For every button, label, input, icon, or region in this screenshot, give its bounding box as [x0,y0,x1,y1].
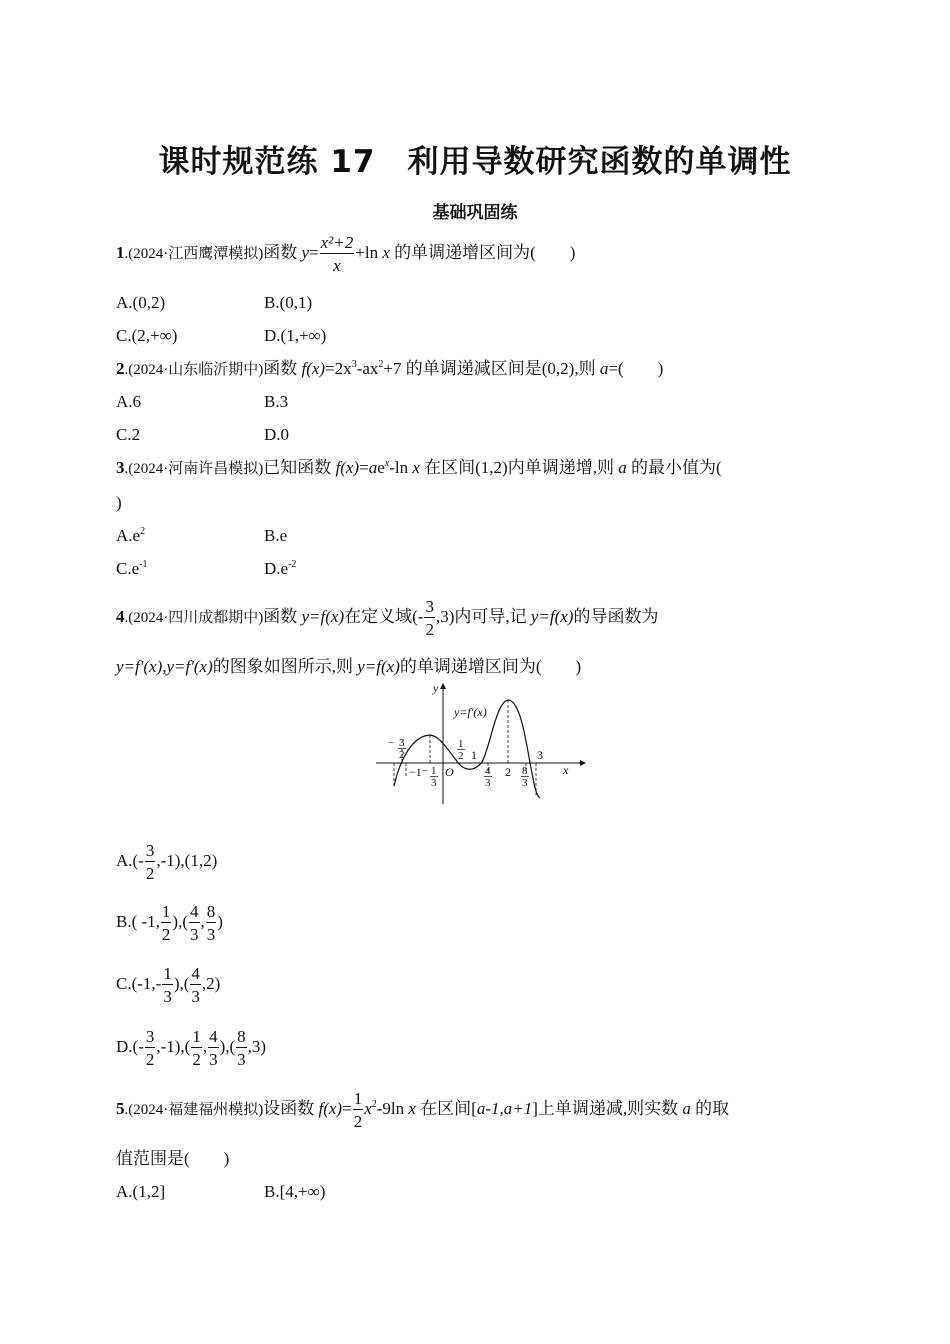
stem-text: +ln [355,242,383,262]
fraction-numerator: 1 [353,1089,363,1108]
math-var: y=f(x) [357,657,400,676]
fraction-numerator: 3 [145,841,155,860]
tick-label: 2 [505,765,511,779]
fraction [208,1028,219,1068]
math-var: a [599,359,609,378]
math-var: f(x) [318,1098,343,1118]
tick-sign: − [422,765,429,777]
tick-sign: − [388,737,395,749]
question-source: .(2024·四川成都期中) [124,609,264,626]
fraction [320,234,355,274]
page-title: 课时规范练 17 利用导数研究函数的单调性 [158,144,792,180]
fraction-denominator: 2 [425,620,434,639]
exponent: 2 [378,359,384,370]
option-d[interactable]: D.(1,+∞) [264,326,327,345]
fraction-denominator: 3 [206,925,216,944]
option-a[interactable] [116,525,145,547]
option-c[interactable] [116,965,220,1005]
y-axis-arrow-icon [440,683,446,689]
section-subtitle: 基础巩固练 [432,203,518,223]
option-text: B.e [264,526,288,545]
option-b[interactable]: B.[4,+∞) [264,1182,326,1201]
math-var: y [301,242,310,262]
exponent: x [384,458,390,469]
question-1-stem [116,234,575,274]
tick-numerator: 3 [399,737,405,749]
option-b[interactable]: B.(0,1) [264,293,313,312]
question-3-stem-continued: ) [116,493,122,512]
option-text: , [200,911,205,931]
stem-text: =( ) [608,359,664,378]
fraction-denominator: 2 [145,1050,155,1069]
stem-text: ,3)内可导,记 [435,606,531,626]
stem-text: = [359,458,369,477]
stem-text: 的导函数为 [573,606,659,626]
option-text: ,-1),(1,2) [156,850,218,870]
fraction [424,598,435,638]
stem-text: 的单调递增区间为( ) [399,657,582,676]
stem-text: e [377,458,385,477]
fraction-numerator: 8 [206,902,216,921]
math-var: a [682,1098,691,1118]
option-b[interactable]: B.3 [264,392,289,411]
question-5-stem-continued: 值范围是( ) [116,1149,230,1168]
option-text: D.e [264,559,289,578]
tick-denominator: 3 [485,777,491,789]
question-4-stem [116,598,658,638]
option-text: ) [217,911,223,931]
stem-text: -9ln [376,1098,409,1118]
stem-text: 已知函数 [263,458,336,477]
question-number: 3 [116,458,125,477]
fraction-denominator: 3 [209,1050,218,1069]
fraction-numerator: 1 [192,1027,201,1046]
tick-label: −1 [409,765,422,779]
stem-text: 在区间[ [415,1098,477,1118]
question-source: .(2024·山东临沂期中) [124,362,264,378]
tick-numerator: 1 [431,765,437,777]
option-text: ,3) [247,1036,267,1056]
option-text: ,2) [201,973,221,993]
option-text: C.(-1,- [116,973,162,993]
fraction [145,842,156,882]
math-var: x [408,1098,416,1118]
option-text: ),( [173,973,190,993]
math-var: x [412,458,420,477]
exponent: -1 [139,559,148,570]
stem-text: 设函数 [263,1098,319,1118]
stem-text: 的取 [690,1098,730,1118]
math-var: f(x) [301,359,326,378]
option-text: B.( -1, [116,911,160,931]
fraction-denominator: 2 [353,1112,363,1131]
fraction-numerator: 8 [237,1027,246,1046]
option-d[interactable] [116,1028,266,1068]
fraction [189,903,200,943]
x-axis-label: x [563,763,569,777]
option-c[interactable]: C.2 [116,425,141,444]
option-text: ),( [219,1036,236,1056]
exponent: 2 [371,1098,377,1110]
math-var: f(x) [335,458,360,477]
option-text: ),( [172,911,188,931]
fraction-denominator: x [333,256,341,275]
x-axis-arrow-icon [580,760,586,766]
origin-label: O [445,765,454,779]
math-var: y=f(x) [530,606,574,626]
option-c[interactable]: C.(2,+∞) [116,326,178,345]
option-d[interactable]: D.0 [264,425,290,444]
exponent: 3 [351,359,357,370]
stem-text: 在区间(1,2)内单调递增,则 [419,458,619,477]
question-source: .(2024·福建福州模拟) [124,1101,264,1118]
fraction-numerator: 3 [425,597,434,616]
question-4-stem-continued [116,656,581,678]
question-3-stem [116,457,722,480]
question-5-stem [116,1090,729,1130]
fraction-numerator: 3 [145,1027,155,1046]
fraction-numerator: 1 [163,964,172,983]
stem-text: -ax [356,359,379,378]
stem-text: +7 的单调递减区间是(0,2),则 [383,359,600,378]
fraction-denominator: 3 [191,987,200,1006]
math-var: a [618,458,627,477]
fraction [191,1028,202,1068]
exponent: 2 [140,526,146,537]
option-text: , [202,1036,208,1056]
y-axis-label: y [433,681,439,695]
tick-denominator: 2 [399,749,405,761]
math-var: a-1,a+1 [476,1098,533,1118]
fraction [162,965,173,1005]
fraction-denominator: 2 [192,1050,201,1069]
stem-text: = [342,1098,352,1118]
fraction-numerator: 4 [191,964,200,983]
fraction-denominator: 2 [145,864,155,883]
math-var: y=f'(x),y=f'(x) [116,657,213,676]
stem-text: =2x [325,359,352,378]
fraction-numerator: 4 [190,902,199,921]
option-text: C.e [116,559,140,578]
fraction-numerator: 4 [209,1027,218,1046]
question-source: .(2024·江西鹰潭模拟) [124,245,264,262]
math-var: x [364,1098,372,1118]
option-text: A.(- [116,850,144,870]
stem-text: 的图象如图所示,则 [212,657,358,676]
exponent: -2 [288,559,297,570]
option-a[interactable]: A.(0,2) [116,293,166,312]
tick-label: 3 [537,748,543,762]
option-text: ,-1),( [156,1036,191,1056]
option-c[interactable] [116,558,147,580]
stem-text: 函数 [263,606,302,626]
fraction-denominator: 3 [190,925,199,944]
fraction [161,903,172,943]
fraction [190,965,201,1005]
fraction-denominator: 3 [163,987,172,1006]
option-d[interactable] [264,558,296,580]
question-number: 2 [116,359,125,378]
tick-numerator: 8 [522,765,528,777]
fraction-numerator: 1 [161,902,171,921]
fraction [145,1028,156,1068]
tick-numerator: 1 [458,738,464,750]
question-2-stem [116,358,663,381]
question-source: .(2024·河南许昌模拟) [124,461,264,477]
question-number: 4 [116,606,125,626]
math-var: x [382,242,390,262]
math-var: y=f(x) [301,606,345,626]
question-number: 5 [116,1098,125,1118]
stem-text: ]上单调递减,则实数 [532,1098,683,1118]
fraction-denominator: 2 [161,925,171,944]
fraction [236,1028,247,1068]
math-var: a [368,458,378,477]
option-b[interactable] [116,903,223,943]
option-text: A.e [116,526,141,545]
stem-text: -ln [389,458,413,477]
fraction-numerator: x²+2 [320,233,354,252]
option-text: D.(- [116,1036,144,1056]
stem-text: 的单调递增区间为( ) [389,242,576,262]
option-a[interactable]: A.(1,2] [116,1182,166,1201]
option-a[interactable] [116,842,217,882]
tick-numerator: 4 [485,765,491,777]
curve-label: y=f′(x) [454,705,487,719]
fraction [353,1090,364,1130]
stem-text: 在定义域(- [344,606,424,626]
stem-text: 函数 [263,242,302,262]
question-number: 1 [116,242,125,262]
derivative-graph [370,680,590,810]
tick-denominator: 3 [431,777,437,789]
option-a[interactable]: A.6 [116,392,142,411]
fraction-denominator: 3 [237,1050,246,1069]
stem-text: 的最小值为( [626,458,722,477]
tick-denominator: 2 [458,750,464,762]
option-b[interactable] [264,525,287,547]
stem-text: 函数 [263,359,302,378]
tick-denominator: 3 [522,777,528,789]
tick-label: 1 [471,748,477,762]
stem-text: = [309,242,319,262]
fraction [206,903,217,943]
